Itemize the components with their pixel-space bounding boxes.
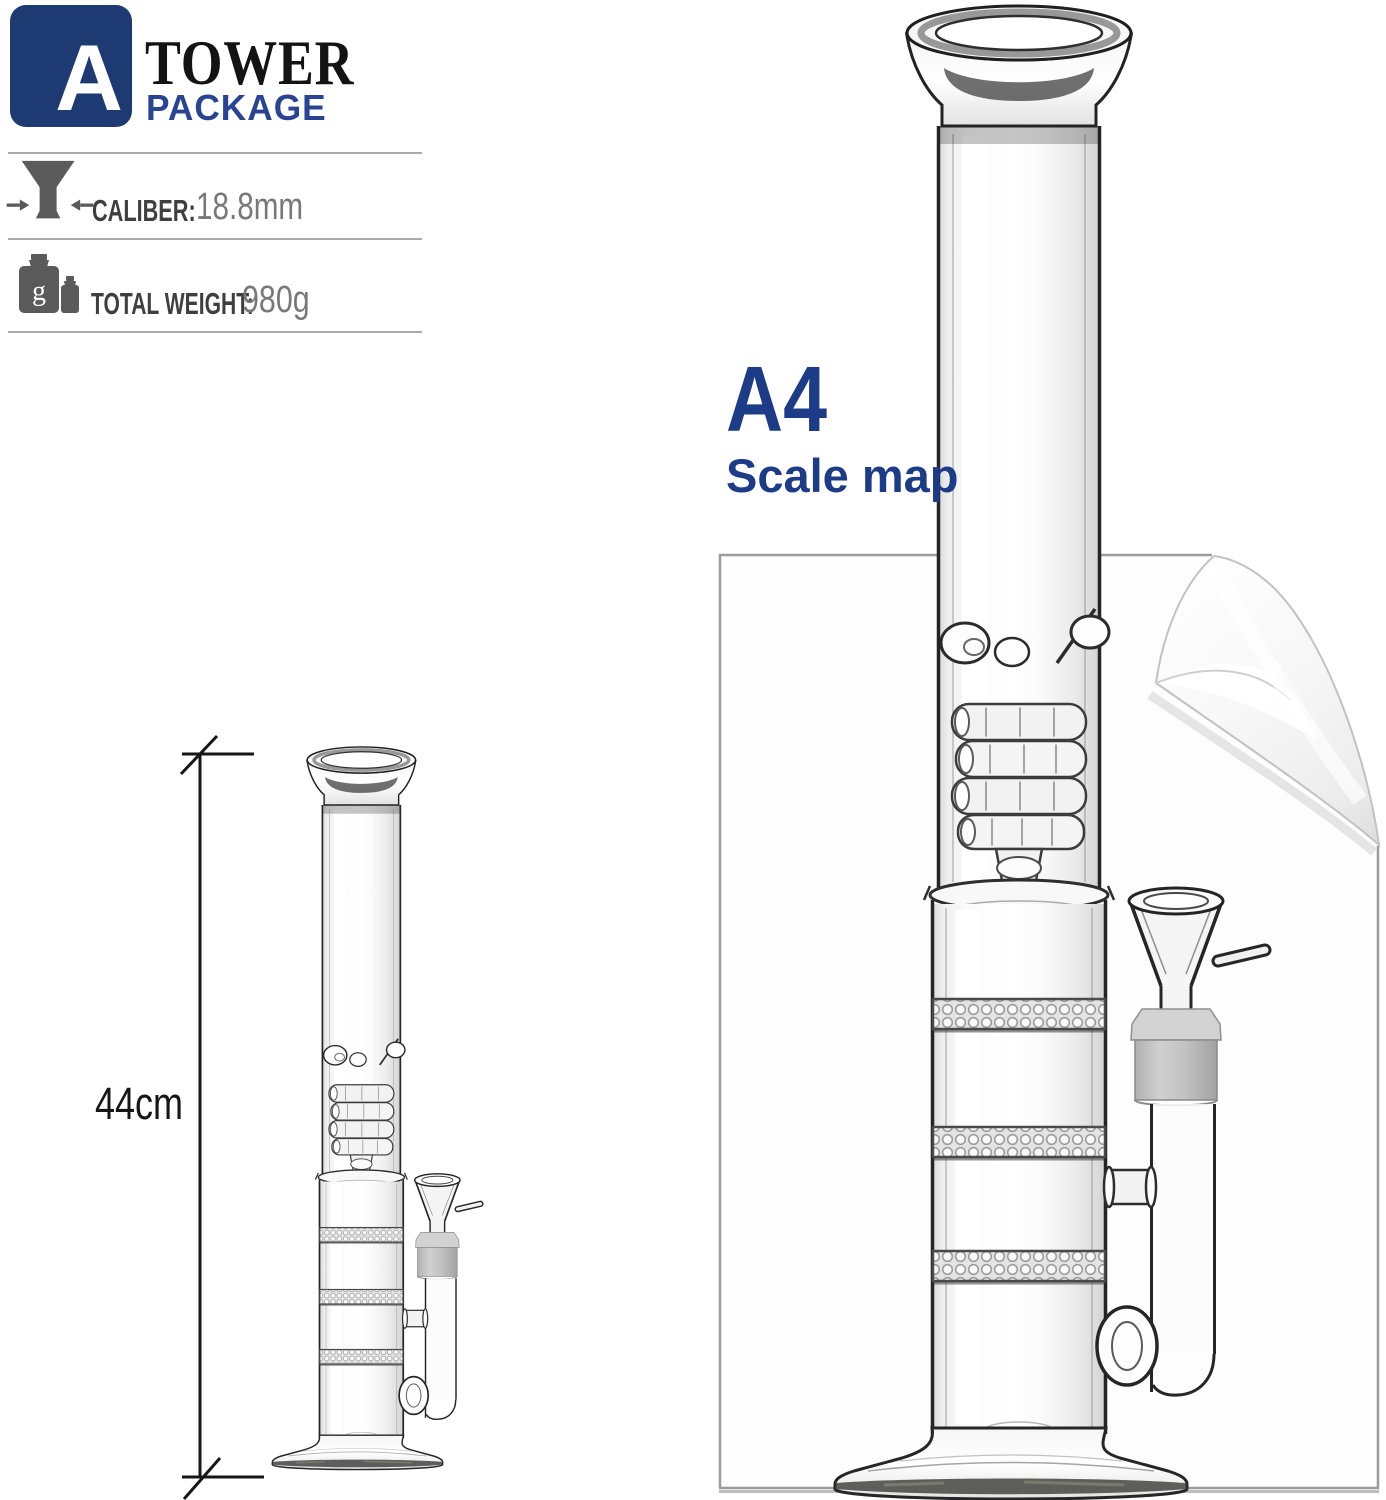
total-weight-label: TOTAL WEIGHT: [91,286,254,321]
total-weight-value: 980g [242,279,310,321]
caliber-value: 18.8mm [196,186,304,228]
brand-title: TOWER [145,27,355,98]
height-measurement-line [181,736,264,1499]
caliber-funnel-icon [4,158,96,224]
height-measurement-label: 44cm [95,1078,184,1129]
brand-badge [10,5,132,130]
weights-icon [17,253,81,315]
divider [8,331,422,333]
brand-badge-letter: A [55,25,123,130]
scale-map-title: A4 [726,347,828,451]
caliber-label: CALIBER: [92,193,196,228]
brand-subtitle: PACKAGE [146,87,327,128]
divider [8,238,422,240]
divider [8,152,422,154]
scale-map-subtitle: Scale map [726,449,959,502]
glass-bong-photo-small [272,747,480,1470]
weight-icon-glyph: g [32,276,46,307]
